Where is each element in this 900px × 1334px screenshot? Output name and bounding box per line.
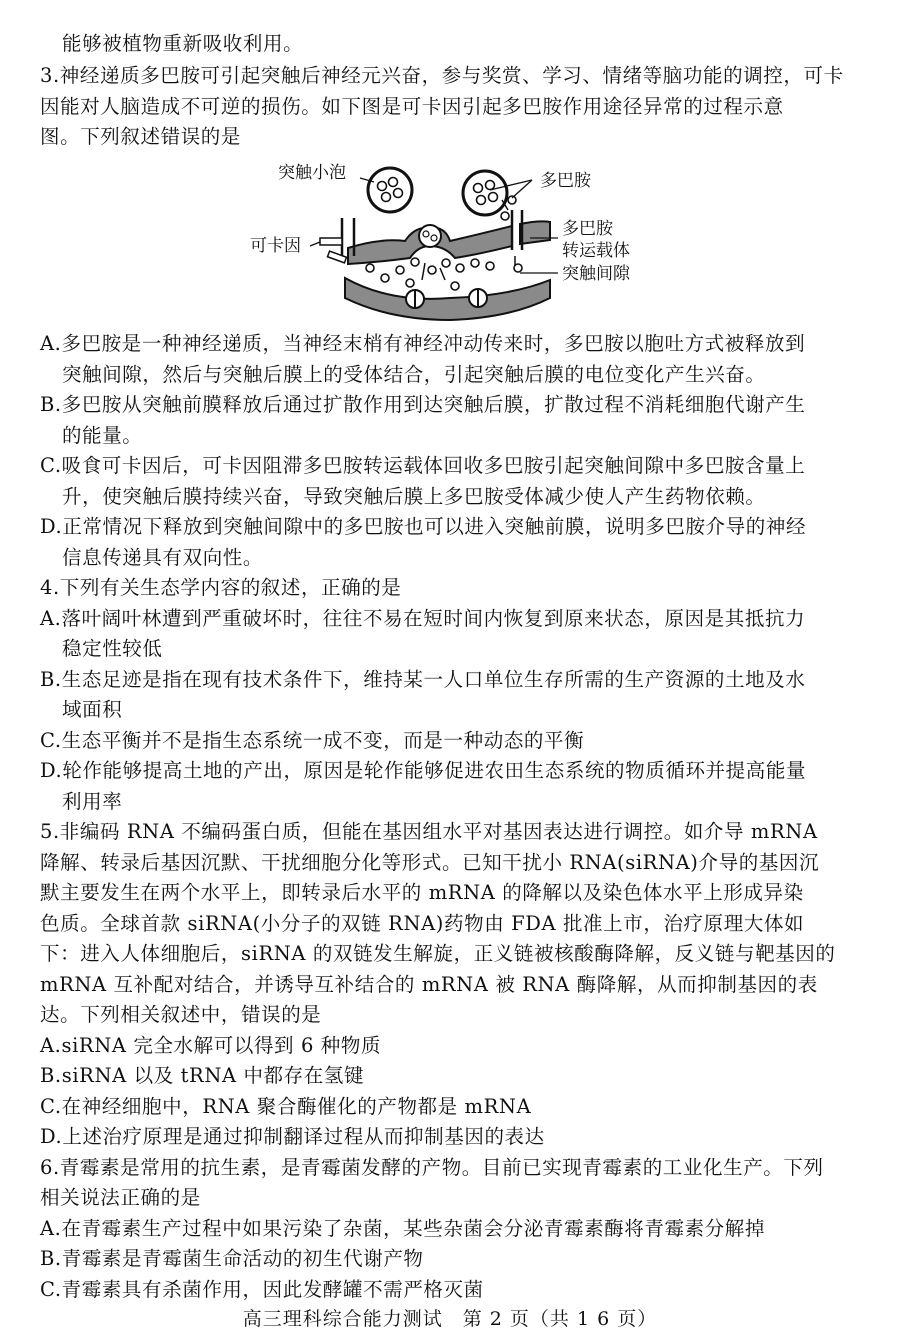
receptor-1 <box>406 290 424 308</box>
text-line: 能够被植物重新吸收利用。 <box>62 32 304 55</box>
synapse-diagram <box>250 138 710 323</box>
question-4-stem: 4.下列有关生态学内容的叙述，正确的是 <box>40 576 402 599</box>
cocaine-molecule-1 <box>320 238 342 245</box>
fusing-vesicle <box>419 225 441 247</box>
text-line: mRNA 互补配对结合，并诱导互补结合的 mRNA 被 RNA 酶降解，从而抑制基因的表 <box>40 973 818 996</box>
label-synaptic-cleft: 突触间隙 <box>562 264 630 284</box>
option-5b: B.siRNA 以及 tRNA 中都存在氢键 <box>40 1064 365 1087</box>
text-line: 下：进入人体细胞后，siRNA 的双链发生解旋，正义链被核酸酶降解，反义链与靶基因的 <box>40 942 836 965</box>
option-5c: C.在神经细胞中，RNA 聚合酶催化的产物都是 mRNA <box>40 1095 532 1118</box>
label-synaptic-vesicle: 突触小泡 <box>278 163 346 183</box>
text-line: 升，使突触后膜持续兴奋，导致突触后膜上多巴胺受体减少使人产生药物依赖。 <box>62 485 766 508</box>
label-cocaine: 可卡因 <box>250 236 301 256</box>
receptor-2 <box>469 289 487 307</box>
text-line: 的能量。 <box>62 424 143 447</box>
option-3a: A.多巴胺是一种神经递质，当神经末梢有神经冲动传来时，多巴胺以胞吐方式被释放到 <box>40 332 806 355</box>
option-3b: B.多巴胺从突触前膜释放后通过扩散作用到达突触后膜，扩散过程不消耗细胞代谢产生 <box>40 393 806 416</box>
text-line: 图。下列叙述错误的是 <box>40 125 242 148</box>
option-6c: C.青霉素具有杀菌作用，因此发酵罐不需严格灭菌 <box>40 1278 484 1301</box>
text-line: 默主要发生在两个水平上，即转录后水平的 mRNA 的降解以及染色体水平上形成异染 <box>40 881 804 904</box>
question-3-stem: 3.神经递质多巴胺可引起突触后神经元兴奋，参与奖赏、学习、情绪等脑功能的调控，可卡 <box>40 64 844 87</box>
question-6-stem: 6.青霉素是常用的抗生素，是青霉菌发酵的产物。目前已实现青霉素的工业化生产。下列 <box>40 1156 824 1179</box>
option-4b: B.生态足迹是指在现有技术条件下，维持某一人口单位生存所需的生产资源的土地及水 <box>40 668 806 691</box>
text-line: 信息传递具有双向性。 <box>62 546 264 569</box>
option-4d: D.轮作能够提高土地的产出，原因是轮作能够促进农田生态系统的物质循环并提高能量 <box>40 759 807 782</box>
text-line: 达。下列相关叙述中，错误的是 <box>40 1003 322 1026</box>
page-footer: 高三理科综合能力测试 第 2 页（共 1 6 页） <box>242 1308 658 1330</box>
option-5a: A.siRNA 完全水解可以得到 6 种物质 <box>40 1034 382 1057</box>
synaptic-vesicle-right <box>463 171 507 215</box>
text-line: 降解、转录后基因沉默、干扰细胞分化等形式。已知干扰小 RNA(siRNA)介导的基因沉 <box>40 851 820 874</box>
option-3c: C.吸食可卡因后，可卡因阻滞多巴胺转运载体回收多巴胺引起突触间隙中多巴胺含量上 <box>40 454 806 477</box>
option-3d: D.正常情况下释放到突触间隙中的多巴胺也可以进入突触前膜，说明多巴胺介导的神经 <box>40 515 807 538</box>
text-line: 稳定性较低 <box>62 637 163 660</box>
label-dopamine: 多巴胺 <box>540 171 591 191</box>
option-6a: A.在青霉素生产过程中如果污染了杂菌，某些杂菌会分泌青霉素酶将青霉素分解掉 <box>40 1217 765 1240</box>
cocaine-molecule-2 <box>328 251 347 263</box>
option-6b: B.青霉素是青霉菌生命活动的初生代谢产物 <box>40 1247 424 1270</box>
option-4c: C.生态平衡并不是指生态系统一成不变，而是一种动态的平衡 <box>40 729 585 752</box>
text-line: 因能对人脑造成不可逆的损伤。如下图是可卡因引起多巴胺作用途径异常的过程示意 <box>40 95 784 118</box>
label-transporter-line2: 转运载体 <box>562 241 630 261</box>
text-line: 域面积 <box>62 698 123 721</box>
text-line: 色质。全球首款 siRNA(小分子的双链 RNA)药物由 FDA 批准上市，治疗原理大体如 <box>40 912 805 935</box>
synaptic-vesicle-left <box>368 168 412 212</box>
option-5d: D.上述治疗原理是通过抑制翻译过程从而抑制基因的表达 <box>40 1125 545 1148</box>
option-4a: A.落叶阔叶林遭到严重破坏时，往往不易在短时间内恢复到原来状态，原因是其抵抗力 <box>40 607 806 630</box>
text-line: 突触间隙，然后与突触后膜上的受体结合，引起突触后膜的电位变化产生兴奋。 <box>62 363 766 386</box>
text-line: 利用率 <box>62 790 123 813</box>
question-5-stem: 5.非编码 RNA 不编码蛋白质，但能在基因组水平对基因表达进行调控。如介导 mRNA <box>40 820 818 843</box>
text-line: 相关说法正确的是 <box>40 1186 201 1209</box>
label-transporter-line1: 多巴胺 <box>562 219 613 239</box>
postsynaptic-membrane <box>345 278 550 320</box>
